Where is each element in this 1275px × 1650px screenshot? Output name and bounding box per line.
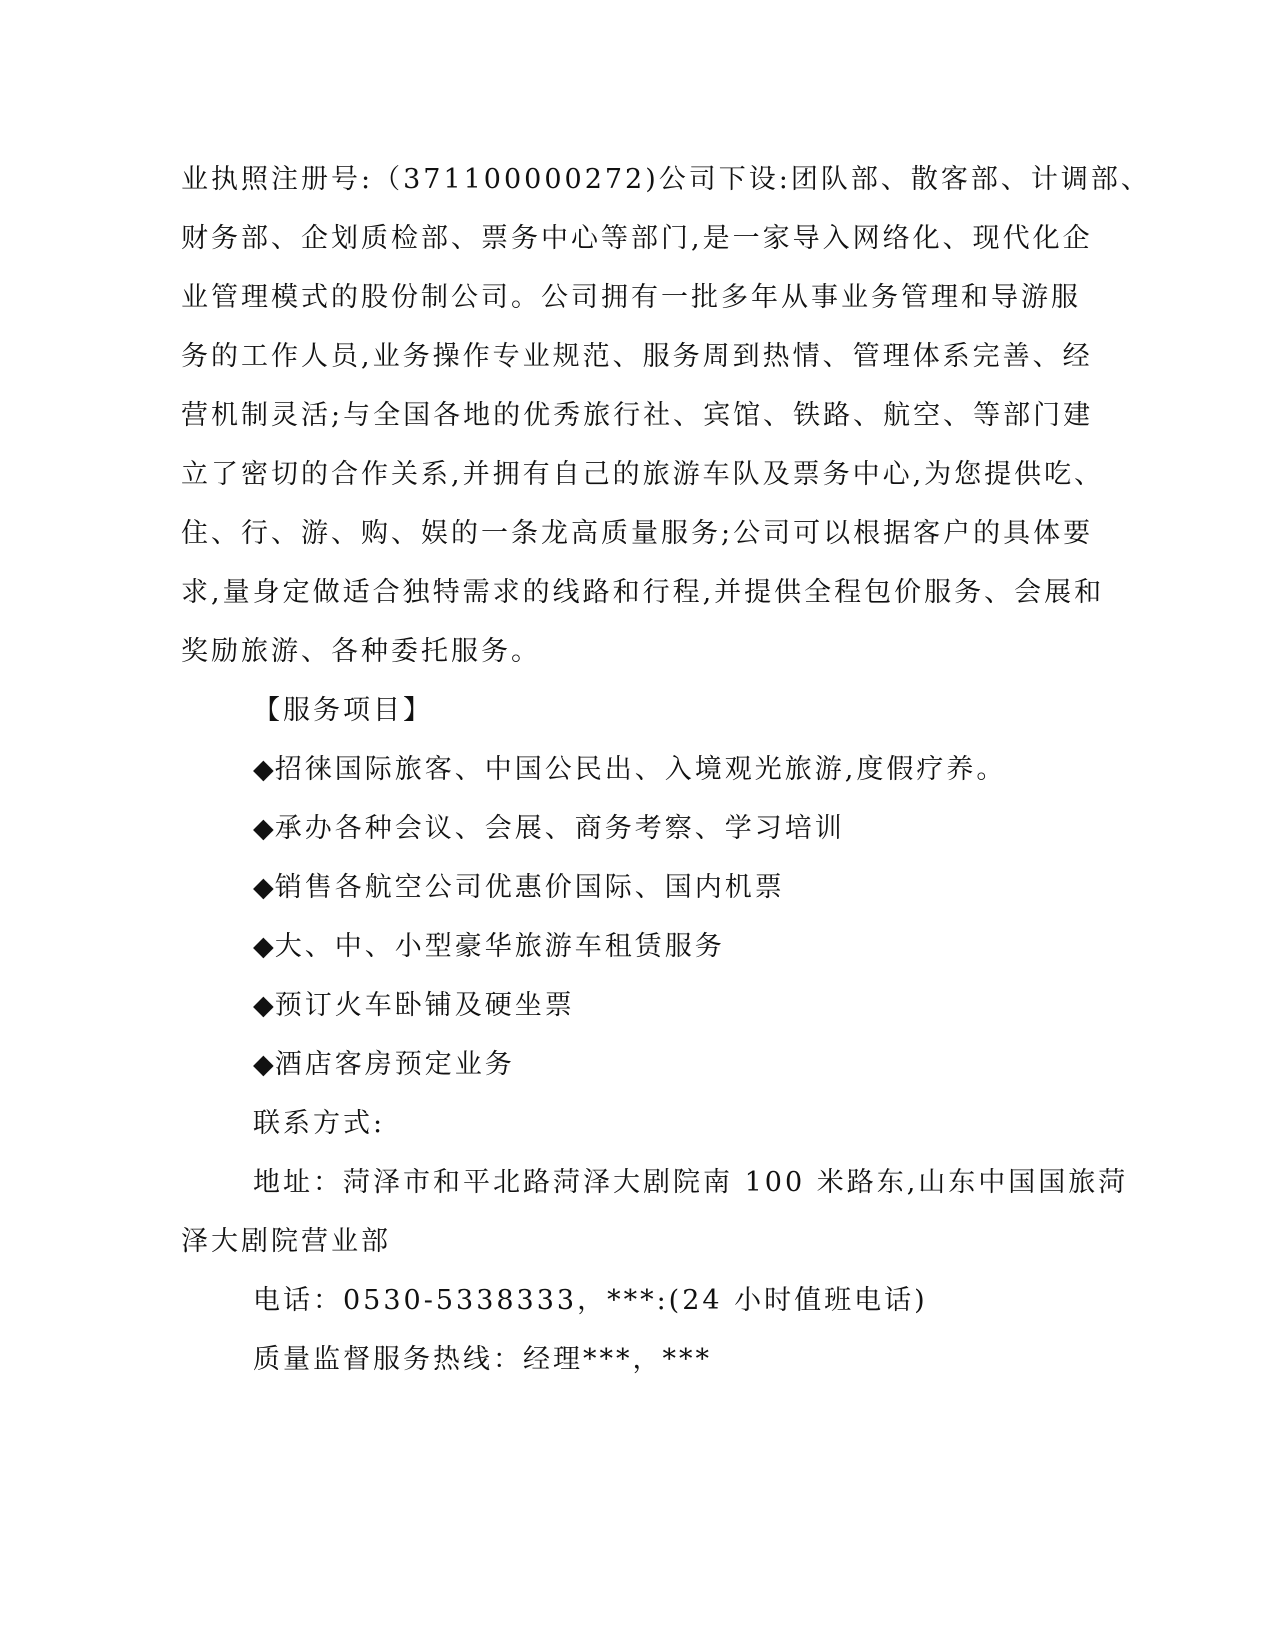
diamond-bullet-icon: ◆ [253, 931, 274, 962]
service-item [181, 858, 1041, 917]
intro-line: 财务部、企划质检部、票务中心等部门,是一家导入网络化、现代化企 [181, 223, 1093, 254]
intro-line: 奖励旅游、各种委托服务。 [181, 636, 541, 667]
service-item-text: 酒店客房预定业务 [274, 1049, 515, 1080]
intro-line: 务的工作人员,业务操作专业规范、服务周到热情、管理体系完善、经 [181, 341, 1093, 372]
service-item [181, 1035, 1041, 1094]
service-item [181, 917, 1041, 976]
service-item-text: 大、中、小型豪华旅游车租赁服务 [274, 931, 725, 962]
service-item-text: 预订火车卧铺及硬坐票 [274, 990, 575, 1021]
intro-line: 立了密切的合作关系,并拥有自己的旅游车队及票务中心,为您提供吃、 [181, 459, 1105, 490]
contact-heading: 联系方式: [253, 1108, 386, 1139]
address-line-continued: 泽大剧院营业部 [181, 1226, 391, 1257]
intro-line: 业执照注册号:（371100000272)公司下设:团队部、散客部、计调部、 [181, 164, 1151, 195]
service-item-text: 承办各种会议、会展、商务考察、学习培训 [274, 813, 845, 844]
service-item-text: 招徕国际旅客、中国公民出、入境观光旅游,度假疗养。 [274, 754, 1007, 785]
service-item [181, 740, 1041, 799]
phone-line: 电话：0530-5338333，***:(24 小时值班电话) [253, 1285, 928, 1316]
service-item-text: 销售各航空公司优惠价国际、国内机票 [274, 872, 785, 903]
diamond-bullet-icon: ◆ [253, 754, 274, 785]
diamond-bullet-icon: ◆ [253, 990, 274, 1021]
hotline-line: 质量监督服务热线：经理***，*** [253, 1344, 712, 1375]
address-line: 地址：菏泽市和平北路菏泽大剧院南 100 米路东,山东中国国旅菏 [253, 1167, 1129, 1198]
document-page [181, 150, 1151, 1389]
intro-line: 求,量身定做适合独特需求的线路和行程,并提供全程包价服务、会展和 [181, 577, 1105, 608]
services-heading: 【服务项目】 [253, 695, 433, 726]
intro-line: 业管理模式的股份制公司。公司拥有一批多年从事业务管理和导游服 [181, 282, 1081, 313]
service-item [181, 799, 1041, 858]
intro-line: 营机制灵活;与全国各地的优秀旅行社、宾馆、铁路、航空、等部门建 [181, 400, 1094, 431]
diamond-bullet-icon: ◆ [253, 813, 274, 844]
service-item [181, 976, 1041, 1035]
intro-line: 住、行、游、购、娱的一条龙高质量服务;公司可以根据客户的具体要 [181, 518, 1094, 549]
diamond-bullet-icon: ◆ [253, 1049, 274, 1080]
diamond-bullet-icon: ◆ [253, 872, 274, 903]
